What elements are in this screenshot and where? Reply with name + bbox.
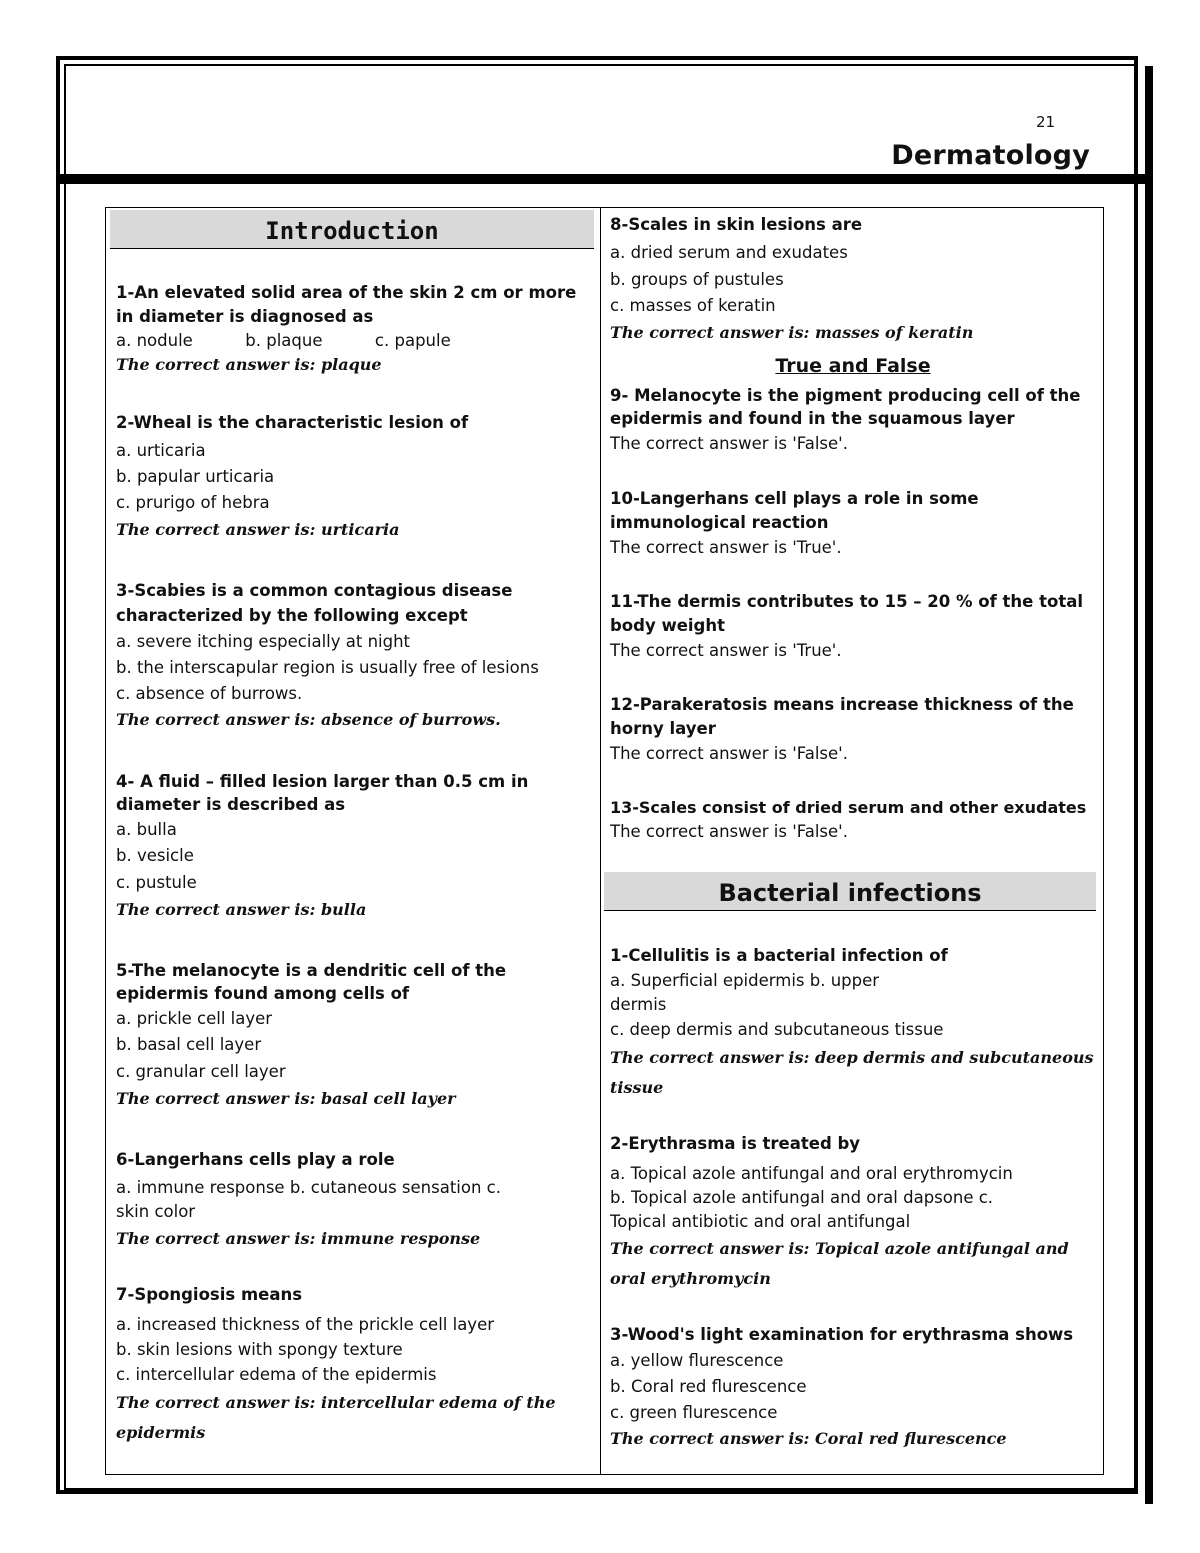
option: b. vesicle — [116, 846, 194, 865]
option: a. Superficial epidermis b. upper — [610, 971, 880, 990]
option: c. prurigo of hebra — [116, 493, 270, 512]
question-3 — [116, 578, 594, 734]
option: a. severe itching especially at night — [116, 632, 411, 651]
section-heading-bacterial-infections: Bacterial infections — [604, 872, 1096, 911]
answer: The correct answer is 'True'. — [610, 641, 842, 660]
option: c. masses of keratin — [610, 296, 776, 315]
option: c. pustule — [116, 873, 197, 892]
answer: The correct answer is: intercellular edema of the epidermis — [116, 1393, 556, 1442]
option: b. Topical azole antifungal and oral dapsone c. Topical antibiotic and oral antifungal — [610, 1188, 994, 1231]
answer: The correct answer is 'True'. — [610, 538, 842, 557]
question-text: 10-Langerhans cell plays a role in some immunological reaction — [610, 489, 979, 532]
answer: The correct answer is: deep dermis and subcutaneous tissue — [610, 1048, 1094, 1097]
option: b. basal cell layer — [116, 1035, 262, 1054]
question-text: 9- Melanocyte is the pigment producing cell of the epidermis and found in the squamous layer — [610, 386, 1081, 428]
answer: The correct answer is: plaque — [116, 355, 382, 374]
answer: The correct answer is: masses of keratin — [610, 323, 974, 342]
question-text: 6-Langerhans cells play a role — [116, 1150, 395, 1169]
answer: The correct answer is: Topical azole antifungal and oral erythromycin — [610, 1239, 1069, 1288]
question-text: 3-Scabies is a common contagious disease characterized by the following except — [116, 581, 513, 625]
option: a. dried serum and exudates — [610, 243, 848, 262]
option: dermis — [610, 995, 667, 1014]
question-text: 1-An elevated solid area of the skin 2 cm or more in diameter is diagnosed as — [116, 283, 577, 326]
bacterial-question-2 — [610, 1131, 1096, 1294]
option: a. prickle cell layer — [116, 1009, 273, 1028]
option: a. urticaria — [116, 441, 206, 460]
option: b. Coral red flurescence — [610, 1377, 807, 1396]
option: c. absence of burrows. — [116, 684, 303, 703]
answer: The correct answer is: bulla — [116, 900, 367, 919]
page-title: Dermatology — [891, 140, 1090, 171]
right-column — [610, 210, 1096, 1452]
answer: The correct answer is 'False'. — [610, 744, 848, 763]
question-1 — [116, 281, 594, 377]
question-5 — [116, 959, 594, 1112]
question-text: 1-Cellulitis is a bacterial infection of — [610, 946, 948, 965]
question-text: 7-Spongiosis means — [116, 1285, 303, 1304]
question-text: 13-Scales consist of dried serum and other exudates — [610, 798, 1087, 817]
tf-question-11 — [610, 590, 1096, 664]
question-7 — [116, 1282, 594, 1448]
option: c. intercellular edema of the epidermis — [116, 1365, 437, 1384]
section-heading-introduction: Introduction — [110, 210, 594, 249]
question-text: 11-The dermis contributes to 15 – 20 % of the total body weight — [610, 592, 1083, 635]
bacterial-question-1 — [610, 943, 1096, 1103]
answer: The correct answer is: basal cell layer — [116, 1089, 456, 1108]
question-text: 2-Wheal is the characteristic lesion of — [116, 413, 469, 432]
question-4 — [116, 770, 594, 923]
question-text: 4- A fluid – filled lesion larger than 0.5 cm in diameter is described as — [116, 772, 529, 814]
option: c. green flurescence — [610, 1403, 778, 1422]
frame-shadow — [1145, 66, 1153, 1504]
question-text: 3-Wood's light examination for erythrasma shows — [610, 1325, 1074, 1344]
column-divider — [600, 208, 601, 1474]
page-number: 21 — [1036, 113, 1056, 131]
tf-question-12 — [610, 693, 1096, 767]
left-column — [116, 210, 594, 1448]
question-2 — [116, 411, 594, 544]
question-text: 12-Parakeratosis means increase thickness of the horny layer — [610, 695, 1074, 738]
question-text: 2-Erythrasma is treated by — [610, 1134, 861, 1153]
question-8 — [610, 210, 1096, 346]
question-text: 8-Scales in skin lesions are — [610, 215, 863, 234]
answer: The correct answer is: immune response — [116, 1229, 481, 1248]
tf-question-10 — [610, 487, 1096, 561]
option: c. granular cell layer — [116, 1062, 286, 1081]
answer: The correct answer is 'False'. — [610, 822, 848, 841]
tf-question-9 — [610, 384, 1096, 458]
option: c. deep dermis and subcutaneous tissue — [610, 1020, 944, 1039]
option: a. nodule b. plaque c. papule — [116, 331, 451, 350]
question-6 — [116, 1148, 594, 1254]
answer: The correct answer is: absence of burrows. — [116, 710, 501, 729]
option: b. skin lesions with spongy texture — [116, 1340, 403, 1359]
option: b. groups of pustules — [610, 270, 784, 289]
question-text: 5-The melanocyte is a dendritic cell of the epidermis found among cells of — [116, 961, 507, 1003]
header-rule — [58, 174, 1146, 184]
option: a. Topical azole antifungal and oral erythromycin — [610, 1164, 1013, 1183]
option: b. papular urticaria — [116, 467, 275, 486]
answer: The correct answer is: urticaria — [116, 520, 400, 539]
option: a. bulla — [116, 820, 177, 839]
option: b. the interscapular region is usually free of lesions — [116, 658, 539, 677]
option: a. immune response b. cutaneous sensation c. skin color — [116, 1178, 501, 1221]
true-false-heading: True and False — [775, 355, 931, 377]
answer: The correct answer is 'False'. — [610, 434, 848, 453]
option: a. increased thickness of the prickle cell layer — [116, 1315, 495, 1334]
tf-question-13 — [610, 796, 1096, 844]
bacterial-question-3 — [610, 1322, 1096, 1452]
option: a. yellow flurescence — [610, 1351, 784, 1370]
answer: The correct answer is: Coral red flurescence — [610, 1429, 1007, 1448]
